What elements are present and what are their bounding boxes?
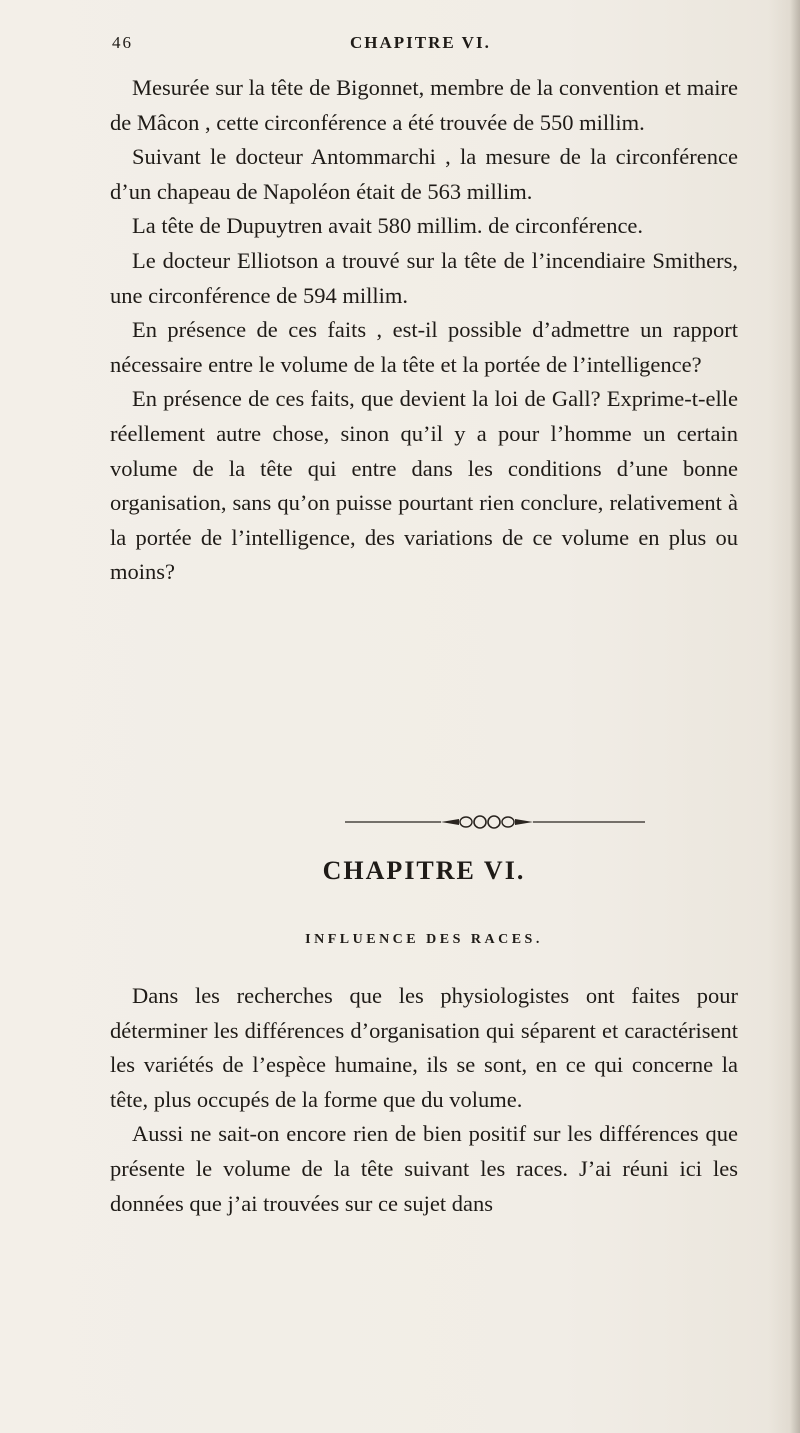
running-title: CHAPITRE VI. [350,33,491,52]
running-head [112,33,740,63]
paragraph: La tête de Dupuytren avait 580 millim. de circonférence. [132,213,644,239]
ornament-divider [345,814,645,830]
paragraph: En présence de ces faits, que devient la loi de Gall? Exprime-t-elle réellement autre chose, sinon qu’il y a pour l’homme un certain volume de la tête qui entre dans les conditions d’une bonne organisation, sans qu’on puisse pourtant rien conclure, relativement à la portée de l’intelligence, des variations de ce volume en plus ou moins? [110,386,738,585]
paragraph: En présence de ces faits , est-il possible d’admettre un rapport nécessaire entre le volume de la tête et la portée de l’intelligence? [110,317,738,377]
text-block-after [110,979,738,1221]
paragraph: Mesurée sur la tête de Bigonnet, membre de la convention et maire de Mâcon , cette circonférence a été trouvée de 550 millim. [110,75,738,135]
paragraph: Suivant le docteur Antommarchi , la mesure de la circonférence d’un chapeau de Napoléon était de 563 millim. [110,144,738,204]
chapter-subtitle: INFLUENCE DES RACES. [305,932,543,947]
chapter-heading: CHAPITRE VI. [322,856,526,885]
text-block-before [110,71,738,590]
paragraph: Le docteur Elliotson a trouvé sur la tête de l’incendiaire Smithers, une circonférence de 594 millim. [110,247,738,308]
paragraph: Aussi ne sait-on encore rien de bien positif sur les différences que présente le volume de la tête suivant les races. J’ai réuni ici les données que j’ai trouvées sur ce sujet dans [110,1121,738,1216]
page-edge-shadow [790,0,800,1433]
paragraph: Dans les recherches que les physiologistes ont faites pour déterminer les différences d’organisation qui séparent et caractérisent les variétés de l’espèce humaine, ils se sont, en ce qui concerne la tête, plus occupés de la forme que du volume. [110,983,738,1112]
page-number: 46 [112,33,133,52]
